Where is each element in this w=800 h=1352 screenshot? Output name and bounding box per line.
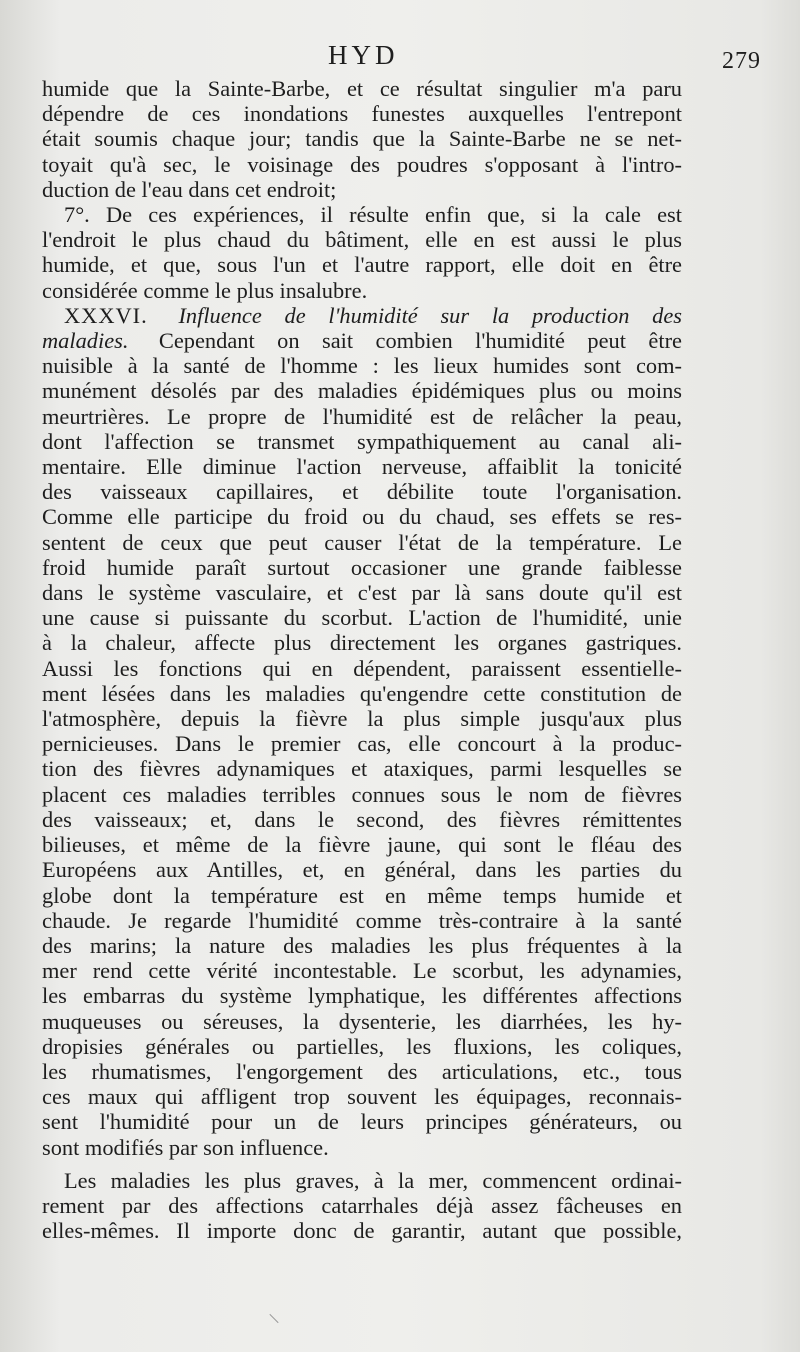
text-line: chaude. Je regarde l'humidité comme très-contraire à la santé: [42, 907, 682, 933]
text-line: humide, et que, sous l'un et l'autre rapport, elle doit en être: [42, 252, 682, 278]
text-line: était soumis chaque jour; tandis que la Sainte-Barbe ne se net-: [42, 126, 682, 152]
text-line: l'atmosphère, depuis la fièvre la plus simple jusqu'aux plus: [42, 706, 682, 732]
text-line: rement par des affections catarrhales déjà assez fâcheuses en: [42, 1192, 682, 1218]
text-line: dropisies générales ou partielles, les fluxions, les coliques,: [42, 1033, 682, 1059]
text-line: tion des fièvres adynamiques et ataxiques, parmi lesquelles se: [42, 756, 682, 782]
body-text: [42, 76, 682, 1243]
text-line: meurtrières. Le propre de l'humidité est de relâcher la peau,: [42, 403, 682, 429]
text-line: bilieuses, et même de la fièvre jaune, qui sont le fléau des: [42, 832, 682, 858]
text-line: placent ces maladies terribles connues sous le nom de fièvres: [42, 781, 682, 807]
text-line: à la chaleur, affecte plus directement les organes gastriques.: [42, 630, 682, 656]
running-head: HYD: [328, 40, 399, 70]
text-line: Comme elle participe du froid ou du chaud, ses effets se res-: [42, 504, 682, 530]
text-line: des vaisseaux; et, dans le second, des fièvres rémittentes: [42, 806, 682, 832]
text-line: globe dont la température est en même temps humide et: [42, 882, 682, 908]
text-line: ment lésées dans les maladies qu'engendre cette constitution de: [42, 680, 682, 706]
section-number: XXXVI.: [64, 302, 148, 328]
text-line: considérée comme le plus insalubre.: [42, 277, 368, 303]
paragraph: [42, 76, 682, 202]
text-line: les embarras du système lymphatique, les différentes affections: [42, 983, 682, 1009]
text-line: sent l'humidité pour un de leurs principes générateurs, ou: [42, 1109, 682, 1135]
section-title-end: maladies.: [42, 328, 129, 354]
paper-mark: [269, 1314, 278, 1323]
section-title: Influence de l'humidité sur la production des: [178, 302, 682, 328]
text-line: ces maux qui affligent trop souvent les équipages, reconnais-: [42, 1084, 682, 1110]
text-line: humide que la Sainte-Barbe, et ce résultat singulier m'a paru: [42, 76, 682, 101]
text-line: mer rend cette vérité incontestable. Le scorbut, les adynamies,: [42, 958, 682, 984]
text-line: des marins; la nature des maladies les plus fréquentes à la: [42, 932, 682, 958]
text-line: dans le système vasculaire, et c'est par là sans doute qu'il est: [42, 580, 682, 606]
text-run: Cependant on sait combien l'humidité peut être: [158, 328, 682, 354]
text-line: mentaire. Elle diminue l'action nerveuse, affaiblit la tonicité: [42, 454, 682, 480]
text-line: Européens aux Antilles, et, en général, dans les parties du: [42, 857, 682, 883]
text-line: sont modifiés par son influence.: [42, 1134, 329, 1160]
text-line: Les maladies les plus graves, à la mer, commencent ordinai-: [64, 1167, 682, 1193]
text-line: toyait qu'à sec, le voisinage des poudres s'opposant à l'intro-: [42, 151, 682, 177]
text-line: les rhumatismes, l'engorgement des articulations, etc., tous: [42, 1058, 682, 1084]
text-line: duction de l'eau dans cet endroit;: [42, 176, 337, 202]
text-line: Aussi les fonctions qui en dépendent, paraissent essentielle-: [42, 655, 682, 681]
text-line: elles-mêmes. Il importe donc de garantir, autant que possible,: [42, 1218, 682, 1244]
text-line: dépendre de ces inondations funestes auxquelles l'entrepont: [42, 101, 682, 127]
text-line: l'endroit le plus chaud du bâtiment, elle en est aussi le plus: [42, 227, 682, 253]
text-line: nuisible à la santé de l'homme : les lieux humides sont com-: [42, 353, 682, 379]
text-line: munément désolés par des maladies épidémiques plus ou moins: [42, 378, 682, 404]
text-line: des vaisseaux capillaires, et débilite toute l'organisation.: [42, 479, 682, 505]
text-line: [42, 328, 682, 353]
text-line: muqueuses ou séreuses, la dysenterie, les diarrhées, les hy-: [42, 1008, 682, 1034]
text-line: une cause si puissante du scorbut. L'action de l'humidité, unie: [42, 605, 682, 631]
section-heading-line: [42, 303, 682, 328]
paragraph: [42, 1168, 682, 1244]
text-line: sentent de ceux que peut causer l'état de la température. Le: [42, 529, 682, 555]
text-line: froid humide paraît surtout occasioner une grande faiblesse: [42, 554, 682, 580]
text-line: dont l'affection se transmet sympathiquement au canal ali-: [42, 428, 682, 454]
page-header: [0, 40, 800, 76]
text-line: 7°. De ces expériences, il résulte enfin que, si la cale est: [64, 202, 682, 228]
paragraph: [42, 202, 682, 303]
text-line: pernicieuses. Dans le premier cas, elle concourt à la produc-: [42, 731, 682, 757]
page-number: 279: [722, 48, 761, 74]
section-paragraph: [42, 303, 682, 1160]
